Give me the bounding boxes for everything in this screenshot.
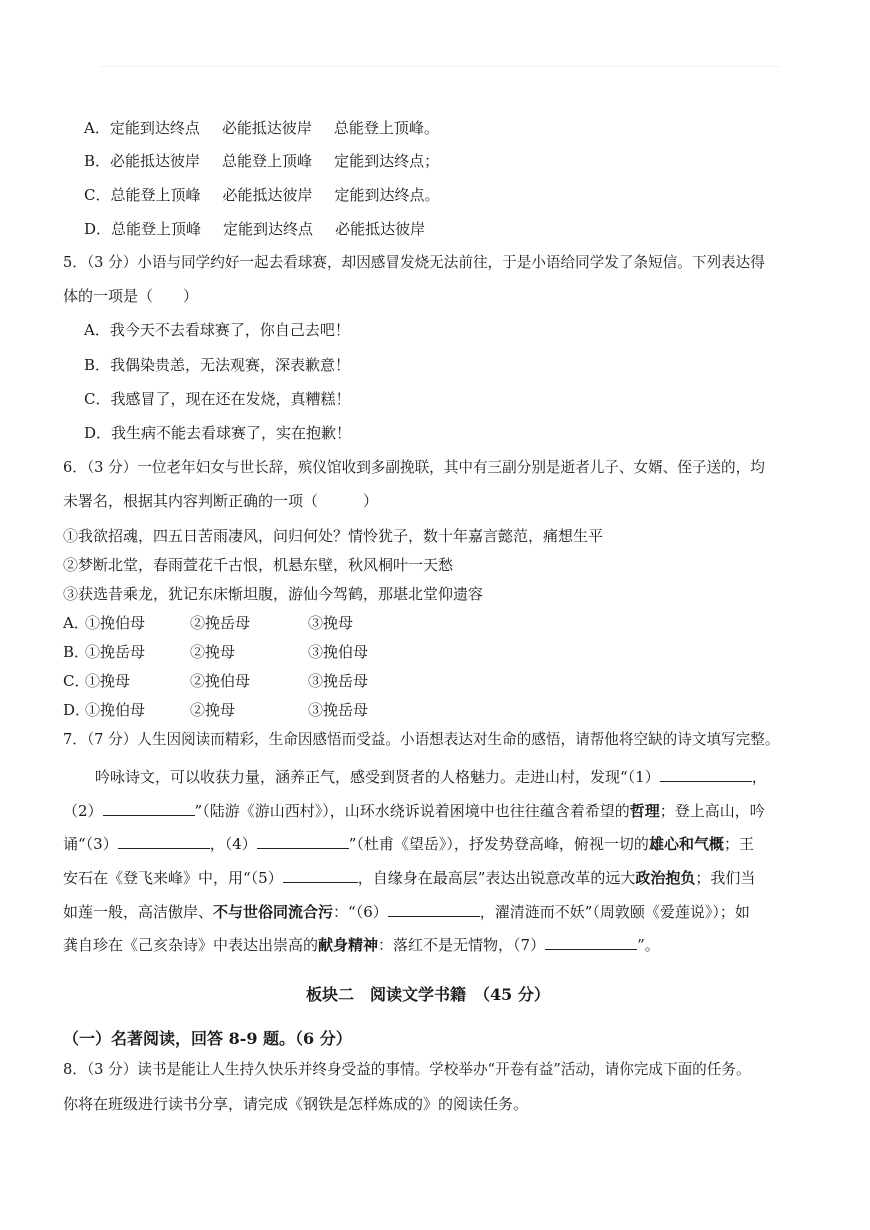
blank-5[interactable] — [283, 866, 358, 883]
q6-option-c: C．①挽母 ②挽伯母 ③挽岳母 — [63, 672, 369, 690]
blank-1[interactable] — [660, 765, 752, 782]
q7-para-line6: 龚自珍在《己亥杂诗》中表达出崇高的献身精神：落红不是无情物，（7） ”。 — [63, 933, 660, 955]
blank-7[interactable] — [545, 933, 637, 950]
q5-option-d: D．我生病不能去看球赛了，实在抱歉！ — [84, 424, 352, 442]
q8-stem-line1: 8．（3 分）读书是能让人生持久快乐并终身受益的事情。学校举办“开卷有益”活动，请你完成下面的任务。 — [63, 1061, 751, 1078]
q7-para-line5: 如莲一般，高洁傲岸、不与世俗同流合污：“（6） ，濯清涟而不妖”（周敦颐《爱莲说》）；如 — [63, 900, 750, 922]
q4-option-d: D．总能登上顶峰 定能到达终点 必能抵达彼岸 — [84, 220, 426, 238]
q6-option-b: B．①挽岳母 ②挽母 ③挽伯母 — [63, 643, 369, 661]
q5-option-b: B．我偶染贵恙，无法观赛，深表歉意！ — [84, 356, 351, 374]
q7-para-line4: 安石在《登飞来峰》中，用“（5） ，自缘身在最高层”表达出锐意改革的远大政治抱负；我们当 — [63, 866, 755, 888]
q6-couplet-3: ③获选昔乘龙，犹记东床惭坦腹，游仙今驾鹤，那堪北堂仰遗容 — [63, 585, 484, 603]
subsection-heading: （一）名著阅读，回答 8-9 题。（6 分） — [63, 1029, 352, 1048]
top-divider — [100, 66, 780, 67]
blank-3[interactable] — [118, 832, 210, 849]
q7-para-line2: （2） ”（陆游《游山西村》），山环水绕诉说着困境中也往往蕴含着希望的哲理；登上高山，吟 — [63, 799, 765, 821]
q6-couplet-2: ②梦断北堂，春雨萱花千古恨，机悬东壁，秋风桐叶一天愁 — [63, 556, 454, 574]
q6-option-a: A．①挽伯母 ②挽岳母 ③挽母 — [63, 614, 354, 632]
q5-option-a: A．我今天不去看球赛了，你自己去吧！ — [84, 321, 350, 339]
blank-2[interactable] — [103, 799, 195, 816]
blank-4[interactable] — [257, 832, 349, 849]
q6-stem-line1: 6．（3 分）一位老年妇女与世长辞，殡仪馆收到多副挽联，其中有三副分别是逝者儿子、女婿、侄子送的，均 — [63, 459, 765, 476]
q4-option-c: C．总能登上顶峰 必能抵达彼岸 定能到达终点。 — [84, 186, 440, 204]
q5-stem-line1: 5．（3 分）小语与同学约好一起去看球赛，却因感冒发烧无法前往，于是小语给同学发了条短信。下列表达得 — [63, 254, 765, 271]
q4-option-b: B．必能抵达彼岸 总能登上顶峰 定能到达终点； — [84, 152, 440, 170]
q5-option-c: C．我感冒了，现在还在发烧，真糟糕！ — [84, 390, 351, 408]
q4-option-a: A．定能到达终点 必能抵达彼岸 总能登上顶峰。 — [84, 119, 439, 137]
q7-para-line1: 吟咏诗文，可以收获力量，涵养正气，感受到贤者的人格魅力。走进山村，发现“（1） ， — [95, 765, 767, 787]
q6-couplet-1: ①我欲招魂，四五日苦雨凄风，问归何处？情怜犹子，数十年嘉言懿范，痛想生平 — [63, 527, 604, 545]
q6-stem-line2: 未署名，根据其内容判断正确的一项（ ） — [63, 492, 379, 510]
q5-stem-line2: 体的一项是（ ） — [63, 287, 199, 305]
blank-6[interactable] — [388, 900, 480, 917]
q8-stem-line2: 你将在班级进行读书分享，请完成《钢铁是怎样炼成的》的阅读任务。 — [63, 1095, 529, 1113]
q7-stem: 7．（7 分）人生因阅读而精彩，生命因感悟而受益。小语想表达对生命的感悟，请帮他将空缺的诗文填写完整。 — [63, 731, 780, 748]
q7-para-line3: 诵“（3） ，（4） ”（杜甫《望岳》），抒发势登高峰，俯视一切的雄心和气概；王 — [63, 832, 754, 854]
q6-option-d: D．①挽伯母 ②挽母 ③挽岳母 — [63, 701, 369, 719]
section-heading: 板块二 阅读文学书籍 （45 分） — [306, 985, 550, 1004]
